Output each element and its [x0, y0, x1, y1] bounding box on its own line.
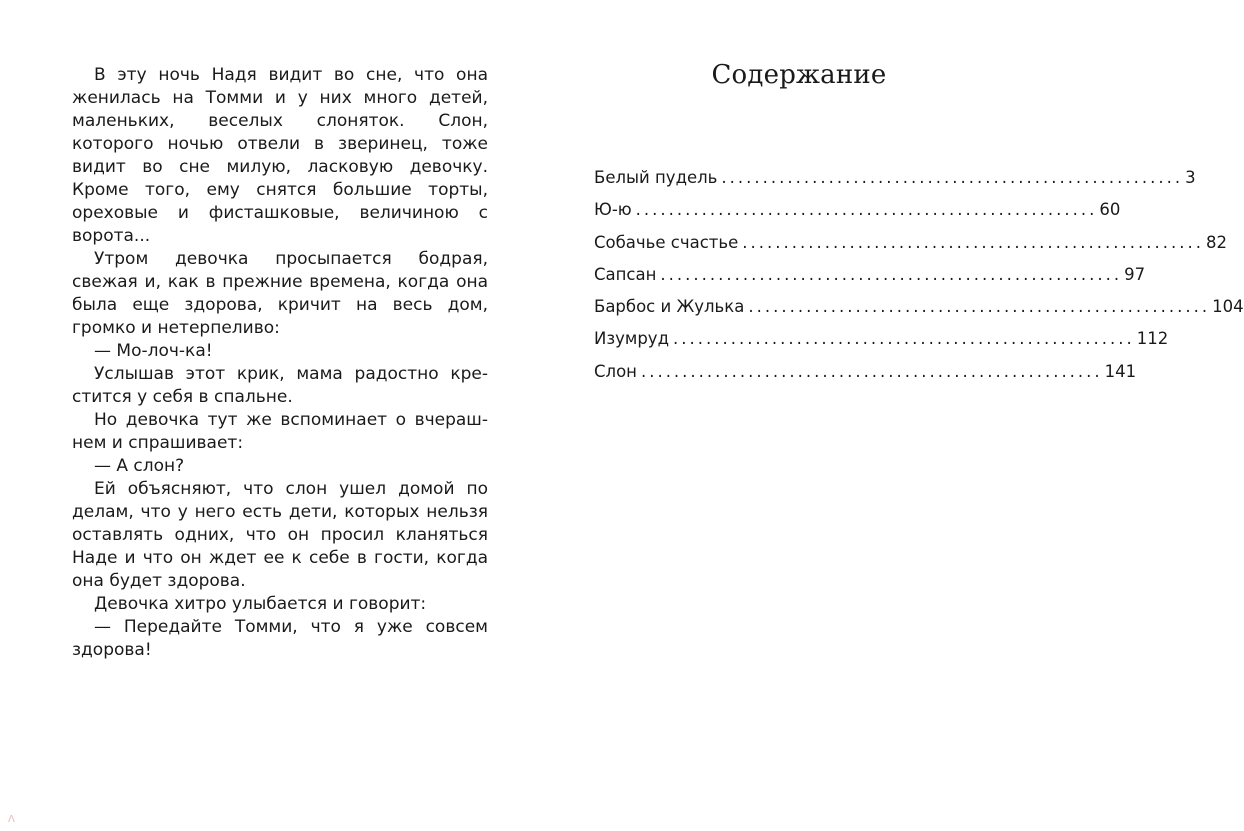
- paragraph-8: Девочка хитро улыбается и говорит:: [94, 594, 427, 614]
- toc-entry-name: Изумруд: [594, 329, 669, 349]
- toc-leader-dots: ........................................................: [640, 361, 1103, 381]
- toc-leader-dots: ........................................................: [748, 297, 1211, 317]
- toc-entry-page: 3: [1185, 168, 1196, 187]
- toc-leader-dots: ........................................................: [672, 329, 1135, 349]
- paragraph-5: Но девочка тут же вспоминает о вчерашнем и спрашивает:: [72, 410, 488, 453]
- right-page: [594, 60, 1244, 394]
- corner-mark: Λ: [8, 814, 15, 825]
- toc-entry-name: Слон: [594, 361, 637, 381]
- toc-entry-name: Барбос и Жулька: [594, 297, 745, 317]
- toc-entry-name: Сапсан: [594, 264, 657, 284]
- toc-entry-izumrud[interactable]: [594, 329, 1169, 361]
- toc-entry-name: Белый пудель: [594, 168, 718, 187]
- toc-leader-dots: ........................................................: [635, 200, 1098, 220]
- toc-entry-page: 141: [1104, 361, 1137, 381]
- toc-entry-page: 82: [1205, 232, 1227, 252]
- toc-entry-barbos-and-zhulka[interactable]: [594, 297, 1244, 329]
- paragraph-9: — Передайте Томми, что я уже совсем здорова!: [72, 617, 488, 660]
- table-of-contents: [594, 168, 1244, 394]
- toc-title: Содержание: [711, 60, 887, 90]
- paragraph-2: Утром девочка просыпается бодрая, свежая и, как в прежние времена, когда она была еще здорова, кричит на весь дом, громко и нетерпеливо:: [72, 249, 488, 338]
- paragraph-1: В эту ночь Надя видит во сне, что она женилась на Томми и у них много детей, маленьких, веселых слоняток. Слон, которого ночью отвели в зверинец, тоже видит во сне милую, ласковую девочку. Кроме того, ему снятся большие торты, ореховые и фисташковые, величиною с ворота...: [72, 65, 488, 246]
- toc-leader-dots: ........................................................: [660, 264, 1123, 284]
- toc-entry-dog-happiness[interactable]: [594, 232, 1227, 265]
- toc-entry-elephant[interactable]: [594, 361, 1137, 394]
- paragraph-4: Услышав этот крик, мама радостно крестится у себя в спальне.: [72, 364, 488, 407]
- paragraph-7: Ей объясняют, что слон ушел домой по делам, что у него есть дети, которых нельзя оставлять одних, что он просил кланяться Наде и что он ждет ее к себе в гости, когда она будет здорова.: [72, 479, 488, 591]
- toc-entry-page: 112: [1136, 329, 1169, 349]
- toc-entry-white-poodle[interactable]: [594, 168, 1196, 200]
- toc-entry-page: 104: [1212, 297, 1244, 317]
- toc-entry-page: 60: [1099, 200, 1121, 220]
- paragraph-3: — Мо-лоч-ка!: [94, 341, 213, 361]
- toc-entry-yu-yu[interactable]: [594, 200, 1121, 232]
- toc-entry-sapsan[interactable]: [594, 264, 1146, 297]
- toc-leader-dots: ........................................................: [742, 232, 1204, 252]
- left-page: [72, 64, 488, 662]
- toc-entry-name: Ю-ю: [594, 200, 632, 220]
- paragraph-6: — А слон?: [94, 456, 185, 476]
- toc-entry-page: 97: [1124, 264, 1146, 284]
- toc-entry-name: Собачье счастье: [594, 232, 739, 252]
- toc-leader-dots: ........................................................: [721, 168, 1184, 187]
